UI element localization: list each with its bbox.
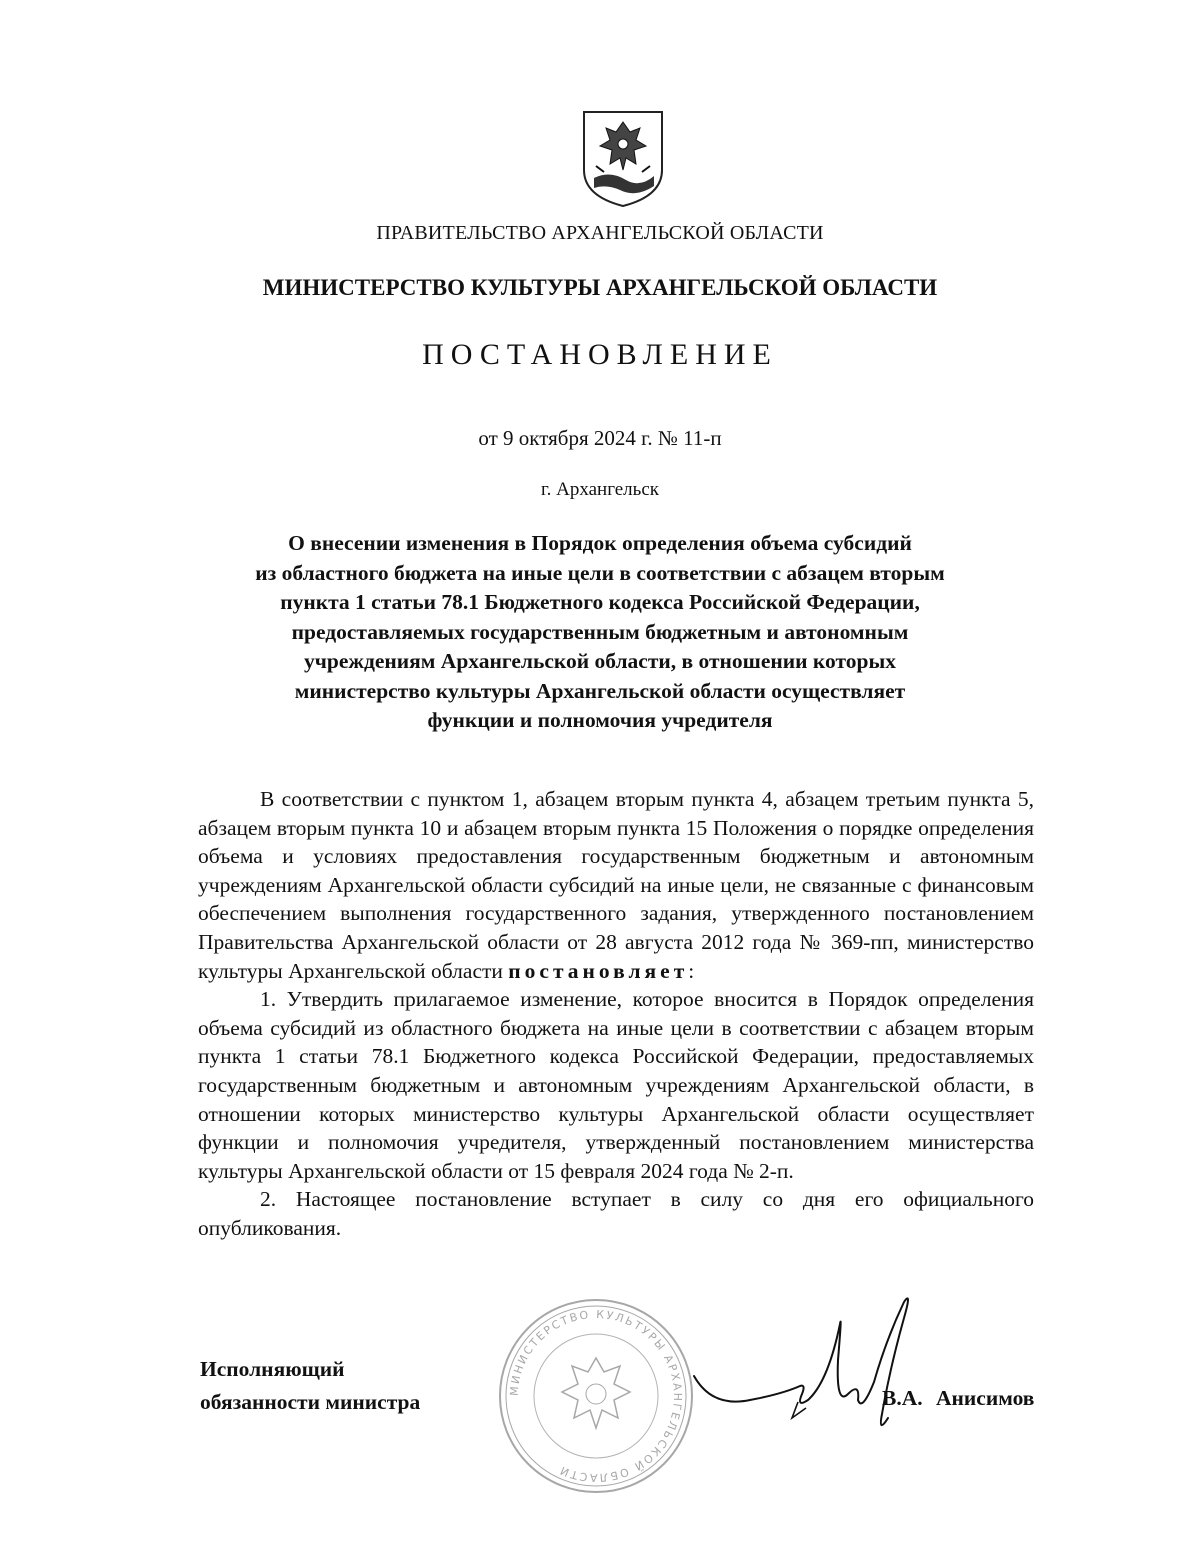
decree-colon: : xyxy=(688,958,695,983)
signatory-position xyxy=(200,1353,420,1419)
coat-of-arms-icon xyxy=(580,108,666,208)
svg-text:МИНИСТЕРСТВО КУЛЬТУРЫ АРХАНГЕЛ: МИНИСТЕРСТВО КУЛЬТУРЫ АРХАНГЕЛЬСКОЙ ОБЛАСТИ xyxy=(507,1307,685,1485)
position-line: Исполняющий xyxy=(200,1357,345,1381)
signatory-name: В.А. Анисимов xyxy=(882,1386,1035,1410)
government-heading: ПРАВИТЕЛЬСТВО АРХАНГЕЛЬСКОЙ ОБЛАСТИ xyxy=(376,222,824,244)
document-body xyxy=(198,785,1034,1243)
preamble-text: В соответствии с пунктом 1, абзацем вторым пункта 4, абзацем третьим пункта 5, абзацем вторым пункта 10 и абзацем вторым пункта 15 Положения о порядке определения объема и условиях предоставления государственным бюджетным и автономным учреждениям Архангельской области субсидий на иные цели, не связанные с финансовым обеспечением выполнения государственного задания, утвержденного постановлением Правительства Архангельской области от 28 августа 2012 года № 369-пп, министерство культуры Архангельской области xyxy=(198,787,1034,983)
title-line: учреждениям Архангельской области, в отношении которых xyxy=(303,649,896,673)
title-line: пункта 1 статьи 78.1 Бюджетного кодекса Российской Федерации, xyxy=(280,590,920,614)
position-line: обязанности министра xyxy=(200,1390,421,1414)
item-2: 2. Настоящее постановление вступает в силу со дня его официального опубликования. xyxy=(198,1187,1034,1240)
document-title xyxy=(180,529,1020,736)
preamble-paragraph xyxy=(198,785,1034,985)
date-number: от 9 октября 2024 г. № 11-п xyxy=(478,426,722,450)
decree-word: постановляет xyxy=(508,958,689,983)
ministry-heading: МИНИСТЕРСТВО КУЛЬТУРЫ АРХАНГЕЛЬСКОЙ ОБЛАСТИ xyxy=(262,275,938,300)
title-line: министерство культуры Архангельской области осуществляет xyxy=(294,678,906,703)
city: г. Архангельск xyxy=(540,479,659,500)
official-seal-icon xyxy=(496,1296,696,1496)
title-line: О внесении изменения в Порядок определения объема субсидий xyxy=(288,531,912,555)
title-line: функции и полномочия учредителя xyxy=(427,708,773,732)
title-line: предоставляемых государственным бюджетным и автономным xyxy=(291,619,909,644)
title-line: из областного бюджета на иные цели в соответствии с абзацем вторым xyxy=(255,560,945,585)
item-1: 1. Утвердить прилагаемое изменение, которое вносится в Порядок определения объема субсидий из областного бюджета на иные цели в соответствии с абзацем вторым пункта 1 статьи 78.1 Бюджетного кодекса Российской Федерации, предоставляемых государственным бюджетным и автономным учреждениям Архангельской области, в отношении которых министерство культуры Архангельской области осуществляет функции и полномочия учредителя, утвержденный постановлением министерства культуры Архангельской области от 15 февраля 2024 года № 2-п. xyxy=(198,987,1034,1183)
handwritten-signature xyxy=(690,1290,930,1440)
document-type: ПОСТАНОВЛЕНИЕ xyxy=(422,338,778,371)
